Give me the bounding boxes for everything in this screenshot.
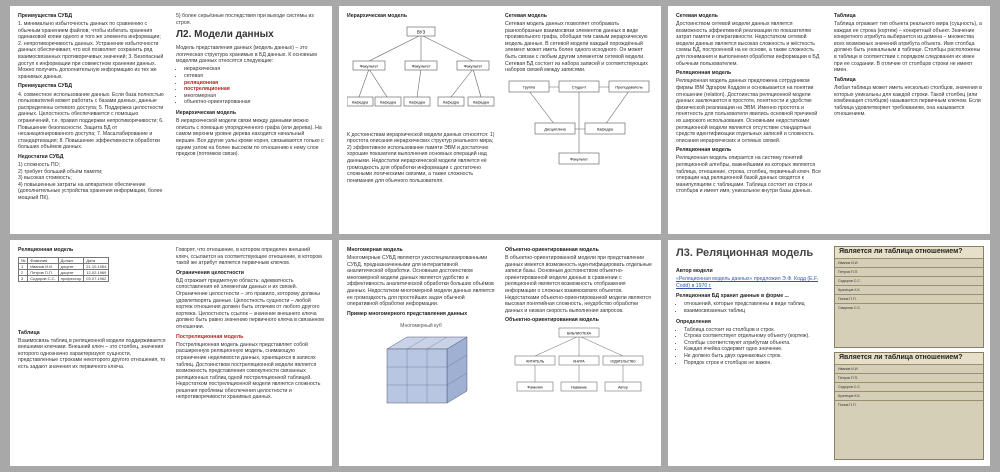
table-heading: Таблица <box>834 13 856 19</box>
column-header: Дата <box>84 257 109 263</box>
foreign-key-text: Взаимосвязь таблиц в реляционной модели поддерживается внешними ключами. Внешний ключ – это столбец, значения которого однозначно характеризуют сущности, представленные строками некоторого другого отношения, то есть задают значения их первичного ключа. <box>18 337 166 371</box>
column-header: № <box>19 257 28 263</box>
network-node-label: Преподаватель <box>615 85 643 90</box>
postrelational-text: Постреляционная модель данных представляет собой расширенную реляционную модель, снимающую ограничение неделимости данных, хранящихся в записях таблиц. Достоинством постреляционной модели является возможность представления совокупности связанных реляционных таблиц одной постреляционной таблицей. Недостатком постреляционной модели является сложность решения проблемы обеспечения целостности и непротиворечивости хранимых данных. <box>176 341 321 401</box>
tree-level2-label: Факультет <box>411 63 431 69</box>
advantages-heading: Преимущества СУБД <box>18 13 73 19</box>
oo-tree-diagram <box>505 326 653 406</box>
tree-level3-label: Кафедра <box>409 100 425 105</box>
multidimensional-heading: Многомерная модель <box>347 247 403 253</box>
advantages-heading-2: Преимущества СУБД <box>18 83 73 90</box>
tree-level2-label: Факультет <box>463 63 483 69</box>
oo-node-label: ЧИТАТЕЛЬ <box>525 359 545 364</box>
table-cell: 21.10.1964 <box>84 263 109 269</box>
slide5-right-column <box>505 247 653 408</box>
model-item: • постреляционная <box>184 86 324 93</box>
table-cell: профессор <box>58 275 84 281</box>
storage-list <box>676 301 824 314</box>
postrelational-heading: Постреляционная модель <box>176 333 244 340</box>
table-cell: Иванов И.И. <box>28 263 58 269</box>
network-graph-diagram <box>505 75 653 175</box>
model-item: • многомерная <box>184 93 324 100</box>
model-item: • объектно-ориентированная <box>184 99 324 106</box>
photo-table-row: Сидоров С.С. <box>835 276 983 285</box>
network-node-label: Факультет <box>570 157 588 162</box>
oo-node-label: КНИГА <box>573 359 585 364</box>
slide-relational-table <box>10 240 332 466</box>
hierarchical-heading: Иерархическая модель <box>347 13 408 19</box>
slide-multidimensional-oo <box>339 240 661 466</box>
slide4-right-column <box>176 247 324 403</box>
oo-node-label: ИЗДАТЕЛЬСТВО <box>610 359 636 364</box>
model-list <box>176 66 324 106</box>
model-item: • иерархическая <box>184 66 324 73</box>
table-cell: доцент <box>58 269 84 275</box>
slide3-right-column <box>834 13 982 119</box>
author-link[interactable]: «Реляционная модель данных» предложил Э.Ф. Кодд (E.F. Codd) в 1970 г. <box>676 276 819 289</box>
relational-example-table <box>18 257 109 282</box>
oo-node-label: Автор <box>618 385 628 390</box>
model-item: • сетевая <box>184 73 324 80</box>
relational-heading: Реляционная модель <box>18 247 74 253</box>
oo-heading-2: Объектно-ориентированная модель <box>505 317 599 324</box>
disadvantages-item: 3) высокая стоимость; <box>18 175 72 182</box>
storage-item: • взаимосвязанных таблиц <box>684 308 824 315</box>
slide-dbms-advantages <box>10 6 332 234</box>
photo-table-row: Смирнов С.С. <box>835 303 983 312</box>
column-header: Фамилия <box>28 257 58 263</box>
integrity-heading: Ограничения целостности <box>176 269 244 276</box>
network-node-label: Студент <box>571 85 587 90</box>
table-heading-2: Таблица <box>834 76 856 83</box>
photo-table-row: Кузнецов К.К. <box>835 285 983 294</box>
disadvantages-item-5: 5) более серьёзные последствия при выходе системы из строя. <box>176 13 314 26</box>
table-row <box>19 269 109 275</box>
multidimensional-text: Многомерные СУБД являются узкоспециализированными СУБД, предназначенными для интерактивной аналитической обработки. Основным достоинством многомерной модели данных является удобство и эффективность аналитической обработки больших объёмов данных. Недостатком многомерной модели данных является ее громоздкость для простейших задач обычной оперативной обработки информации. <box>347 255 495 308</box>
photo-table-row: Иванов И.И. <box>835 258 983 267</box>
slide2-left-column <box>347 13 495 186</box>
table-cell: Петров П.П. <box>28 269 58 275</box>
hierarchy-tree-diagram <box>347 21 495 129</box>
network-heading-2: Сетевая модель <box>676 13 718 19</box>
data-model-intro: Модель представления данных (модель данных) – это логическая структура хранимых в БД данных. К основным моделям данных относятся следующие: <box>176 45 317 65</box>
relation-question-image-2 <box>834 352 984 460</box>
definition-item: • Таблица состоит из столбцов и строк. <box>684 327 824 334</box>
hierarchical-heading: Иерархическая модель <box>176 110 237 117</box>
tree-root-label: ВУЗ <box>416 29 426 35</box>
relational-heading-2: Реляционная модель <box>676 147 732 154</box>
storage-item: • отношений, которые представлены в виде таблиц <box>684 301 824 308</box>
slide-network-relational <box>668 6 990 234</box>
definition-item: • Не должно быть двух одинаковых строк. <box>684 353 824 360</box>
slide4-left-column <box>18 247 166 372</box>
relational-text-2: Реляционная модель опирается на систему понятий реляционной алгебры, важнейшими из которых являются таблица, отношение, строка, столбец, первичный ключ. Все операции над реляционной базой данных сводятся к манипуляциям с таблицами. Таблица состоит из строк и столбцов и имеет имя, уникальное внутри базы данных. <box>676 155 821 195</box>
photo-table-row: Попов П.П. <box>835 400 983 409</box>
hierarchical-pros-cons: К достоинствам иерархической модели данных относятся: 1) простота описания иерархических структур реального мира; 2) эффективное использование памяти ЭВМ и достаточно хорошие показатели выполнения основных операций над данными. Недостатки иерархической модели является её громоздкость для обработки информации с достаточно сложными логическими связями, а также сложность понимания для обычного пользователя. <box>347 131 495 184</box>
oo-heading: Объектно-ориентированная модель <box>505 247 599 253</box>
advantages-text-2: 4. совместное использование данных. Если база полностью пользователей может работать с базами данных, данные распределены сетевого доступа; 5. Поддержка целостности данных. Целостность обеспечивается с помощью ограничений, т.е. правил поддержки непротиворечивости; 6. Повышение безопасности. Защита БД от несанкционированного доступа; 7. Масштабирование и стандартизация; 8. Повышение эффективности обработки больших объёмов данных. <box>18 91 164 151</box>
table-cell: Сидоров С.С. <box>28 275 58 281</box>
definitions-heading: Определения <box>676 318 711 325</box>
relation-question-2: Является ли таблица отношением? <box>835 353 983 364</box>
oo-text: В объектно-ориентированной модели при представлении данных имеется возможность идентифицировать отдельные записи базы. Основным достоинством объектно-ориентированной модели данных в сравнении с реляционной является возможность отображения информации о сложных взаимосвязях объектов. Недостатками объектно-ориентированной модели являются высокая понятийная сложность, неудобство обработки данных и низкая скорость выполнения запросов. <box>505 255 652 314</box>
table-row <box>19 275 109 281</box>
photo-table-row: Иванов И.И. <box>835 364 983 373</box>
cube-title: Многомерный куб <box>400 322 442 329</box>
oo-node-label: Название <box>570 385 588 390</box>
photo-table-row: Петров П.П. <box>835 267 983 276</box>
table-text: Таблица отражает тип объекта реального мира (сущность), а каждая ее строка (кортеж) – конкретный объект. Значение конкретного атрибута выбирается из домена – множества всех возможных значений атрибута объекта. Имя столбца должно быть уникальным в таблице. Столбцы расположены в таблице в соответствии с порядком следования их имен при ее создании. В отличие от столбцов строки не имеют имен. <box>834 21 982 74</box>
model-item: • реляционная <box>184 80 324 87</box>
table-cell: 2 <box>19 269 28 275</box>
disadvantages-heading: Недостатки СУБД <box>18 153 64 160</box>
relational-heading: Реляционная модель <box>676 70 732 77</box>
lecture-3-title: Л3. Реляционная модель <box>676 247 814 259</box>
slide5-left-column <box>347 247 495 412</box>
network-text: Сетевая модель данных позволяет отображать разнообразные взаимосвязи элементов данных в виде произвольного графа, обобщая тем самым иерархическую модель данных. В сетевой модели каждый порождённый элемент может иметь более одного исходного. Он может быть связан с любым другим элементом сетевой модели. Сетевая БД состоит из набора записей и соответствующих наборов связей между записями. <box>505 21 648 74</box>
definitions-list <box>676 327 824 367</box>
tree-level2-label: Факультет <box>359 63 379 69</box>
table-row <box>19 263 109 269</box>
table-cell: 03.07.1962 <box>84 275 109 281</box>
multidimensional-cube-diagram <box>347 319 495 409</box>
hierarchical-text: В иерархической модели связи между данными можно описать с помощью упорядоченного графа (или дерева). На самом верхнем уровне дерева находится начальный вершин. Все другие узлы кроме корня, связываются только с одним узлом на более высоком по отношению к нему слое предков (потомков связи). <box>176 118 324 158</box>
photo-table-row: Попов П.П. <box>835 294 983 303</box>
network-node-label: Дисциплина <box>544 127 566 132</box>
definition-item: • Порядок строк и столбцов не важен. <box>684 360 824 367</box>
disadvantages-item: 1) сложность ПО; <box>18 161 61 168</box>
oo-node-label: Фамилия <box>527 385 543 390</box>
photo-table-row: Петров П.П. <box>835 373 983 382</box>
table-heading: Таблица <box>18 329 40 336</box>
slide1-right-column <box>176 13 324 159</box>
relation-question-1: Является ли таблица отношением? <box>835 247 983 258</box>
tree-level3-label: Кафедра <box>443 100 459 105</box>
relational-text: Реляционная модель данных предложена сотрудником фирмы IBM Эдгаром Коддом и основывается на понятии отношение (relation). Достоинства реляционной модели данных заключаются в простоте, понятности и удобстве физической реализации на ЭВМ. Именно простота и понятность для пользователя явились основной причиной их широкого использования. Основными недостатками реляционной модели являются отсутствие стандартных средств идентификации отдельных записей и сложность описания иерархических и сетевых связей. <box>676 78 818 144</box>
slide1-left-column <box>18 13 164 202</box>
definition-item: • Столбцы соответствуют атрибутам объекта. <box>684 340 824 347</box>
slide6-left-column <box>676 247 824 366</box>
photo-table-row: Кузнецов К.К. <box>835 391 983 400</box>
integrity-text: БД отражает предметную область: адекватность сопоставления её элементам данных и их связей. Ограничение целостности – это правило, которому должны удовлетворять данные. Целостность сущности – любой кортеж отношения должен быть отличим от любого другого кортежа. Целостность ссылок – значение внешнего ключа должно быть равно значению первичного ключа в связанном отношении. <box>176 277 324 331</box>
lecture-2-title: Л2. Модели данных <box>176 29 274 41</box>
table-cell: доцент <box>58 263 84 269</box>
definition-item: • Каждая ячейка содержит одно значение. <box>684 346 824 353</box>
table-cell: 12.02.1969 <box>84 269 109 275</box>
tree-level3-label: Кафедра <box>380 100 396 105</box>
table-cell: 3 <box>19 275 28 281</box>
network-heading: Сетевая модель <box>505 13 547 19</box>
slide3-left-column <box>676 13 824 196</box>
multidimensional-example-heading: Пример многомерного представления данных <box>347 310 468 317</box>
author-heading: Автор модели <box>676 268 713 274</box>
storage-heading: Реляционная БД хранит данные в форме ... <box>676 293 789 300</box>
photo-table-row: Сидоров С.С. <box>835 382 983 391</box>
reference-text: Говорят, что отношение, в котором определен внешний ключ, ссылается на соответствующее отношение, в котором такой же атрибут является первичным ключом. <box>176 247 322 267</box>
network-pros-cons: Достоинством сетевой модели данных является возможность эффективной реализации по показателям затрат памяти и оперативности. Недостатком сетевой модели данных является высокая сложность и жёсткость схемы БД, построенной на ее основе, а также сложность для понимания и выполнения обработки информации в БД обычным пользователем. <box>676 21 820 67</box>
relation-question-image-1 <box>834 246 984 348</box>
advantages-text: 1. минимально избыточность данных по сравнению с обычным хранением файлов, чтобы избегать хранения одинаковой копии одного и того же элемента информации; 2. непротиворечивость данных. Устранение избыточности данных обеспечивает, что всё позволяет сохранить ряд взаимосвязанных противоречивых значений; 3. Безопасный доступ к информации при совместном хранении данных. Можно получить дополнительную информацию из тех же хранимых данных. <box>18 21 164 80</box>
oo-node-label: БИБЛИОТЕКА <box>566 331 592 336</box>
network-node-label: Группа <box>522 85 536 90</box>
disadvantages-item: 4) повышенные затраты на аппаратное обеспечение (дополнительные устройства хранения информации, более мощный ПК). <box>18 181 163 201</box>
column-header: Должн. <box>58 257 84 263</box>
network-node-label: Кафедра <box>597 127 613 132</box>
slide2-right-column <box>505 13 653 178</box>
slide-lecture-3-relational <box>668 240 990 466</box>
table-cell: 1 <box>19 263 28 269</box>
definition-item: • Строка соответствует отдельному объекту (кортеж). <box>684 333 824 340</box>
tree-level3-label: Кафедра <box>473 100 489 105</box>
slide-hierarchical-network <box>339 6 661 234</box>
table-text-2: Любая таблица может иметь несколько столбцов, значения в которых уникальны для каждой строки. Такой столбец (или комбинация столбцов) называется первичным ключом. Если таблица удовлетворяет требованиям, она называется отношением. <box>834 84 982 118</box>
disadvantages-item: 2) требует больший объём памяти; <box>18 168 103 175</box>
tree-level3-label: Кафедра <box>352 100 368 105</box>
